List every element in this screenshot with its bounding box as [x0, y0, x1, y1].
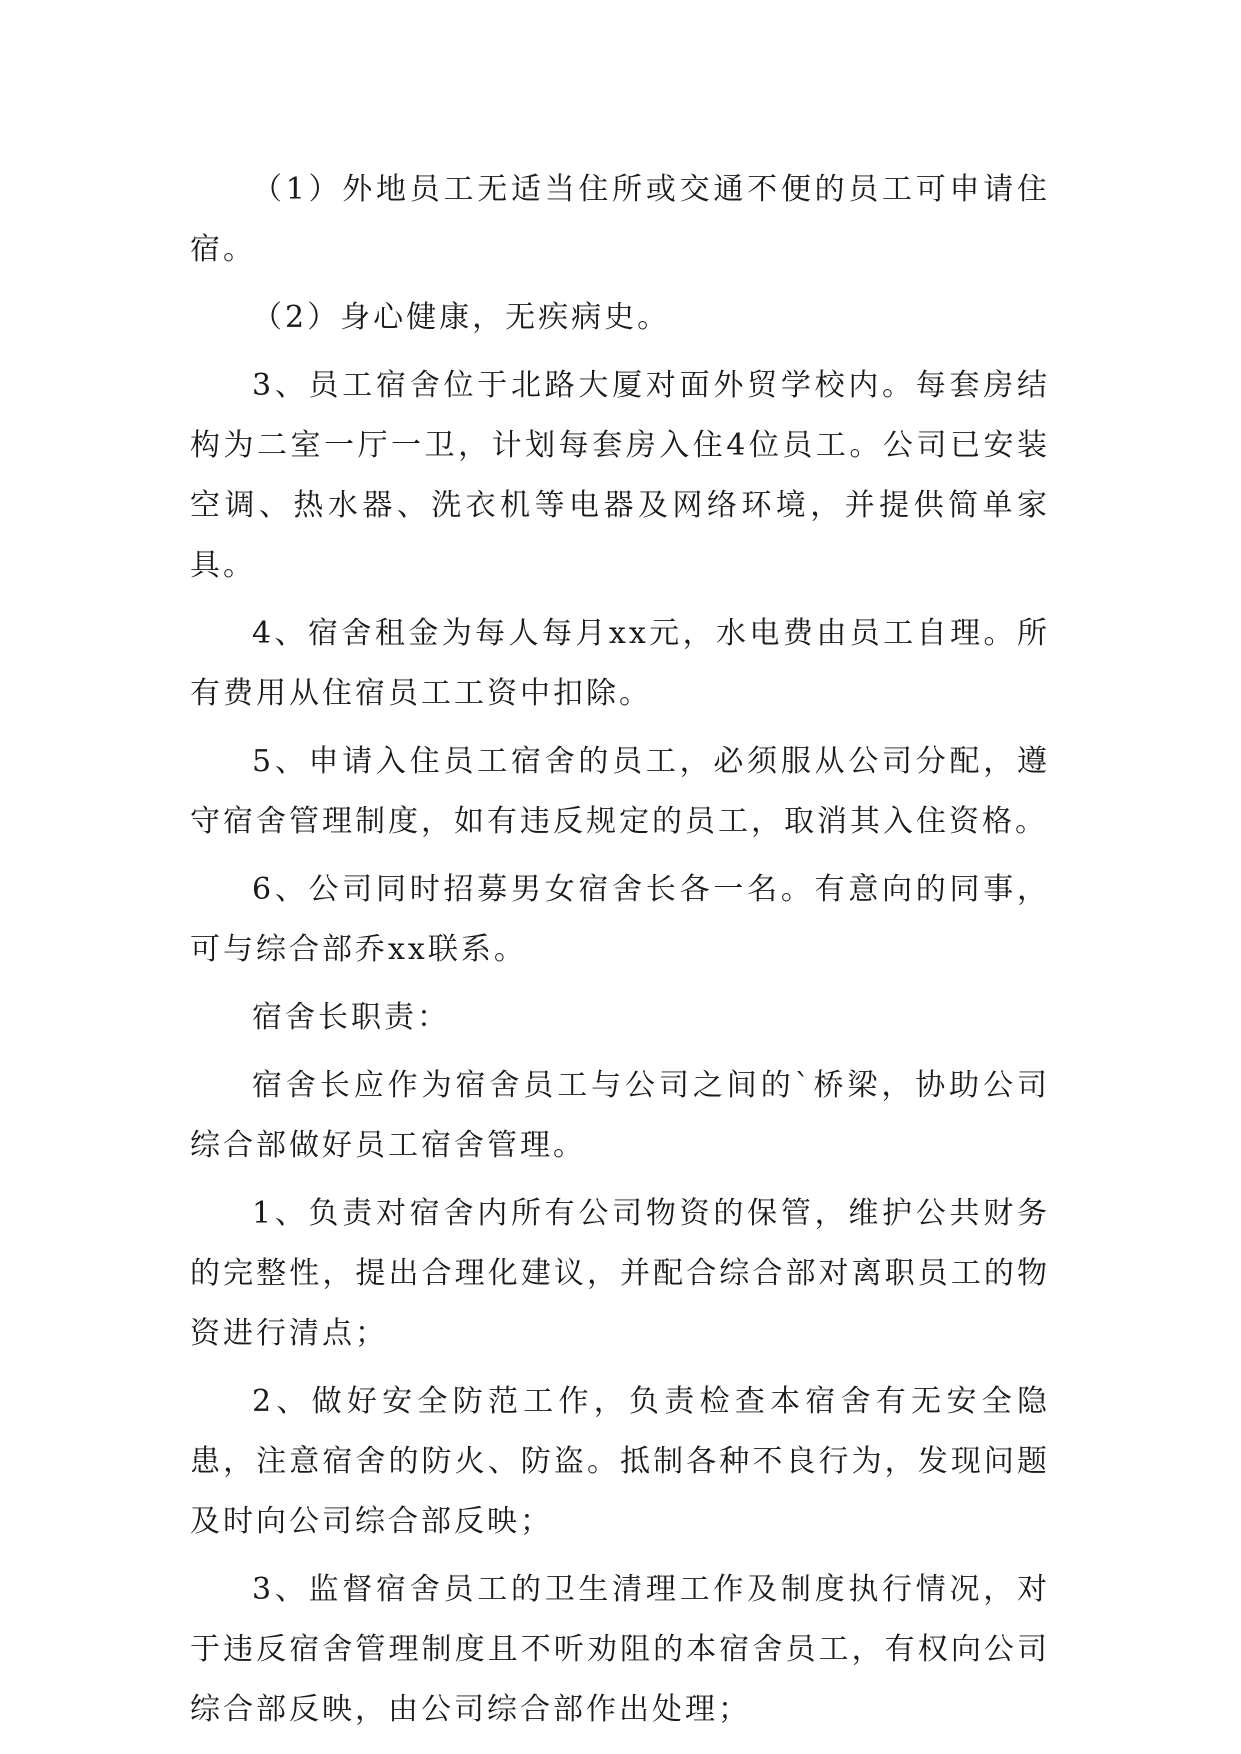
- paragraph-9: 1、负责对宿舍内所有公司物资的保管，维护公共财务的完整性，提出合理化建议，并配合综合部对离职员工的物资进行清点；: [190, 1196, 1050, 1351]
- paragraph-8: 宿舍长应作为宿舍员工与公司之间的`桥梁，协助公司综合部做好员工宿舍管理。: [190, 1068, 1050, 1163]
- paragraph-4: 4、宿舍租金为每人每月xx元，水电费由员工自理。所有费用从住宿员工工资中扣除。: [190, 616, 1050, 711]
- paragraph-7: 宿舍长职责：: [252, 1000, 450, 1035]
- paragraph-6: 6、公司同时招募男女宿舍长各一名。有意向的同事，可与综合部乔xx联系。: [190, 872, 1050, 967]
- paragraph-3: 3、员工宿舍位于北路大厦对面外贸学校内。每套房结构为二室一厅一卫，计划每套房入住4位员工。公司已安装空调、热水器、洗衣机等电器及网络环境，并提供简单家具。: [190, 368, 1050, 583]
- paragraph-1: （1）外地员工无适当住所或交通不便的员工可申请住宿。: [190, 172, 1050, 267]
- paragraph-5: 5、申请入住员工宿舍的员工，必须服从公司分配，遵守宿舍管理制度，如有违反规定的员工，取消其入住资格。: [190, 744, 1050, 839]
- document-body: [190, 160, 1050, 1748]
- paragraph-11: 3、监督宿舍员工的卫生清理工作及制度执行情况，对于违反宿舍管理制度且不听劝阻的本宿舍员工，有权向公司综合部反映，由公司综合部作出处理；: [190, 1572, 1050, 1727]
- paragraph-10: 2、做好安全防范工作，负责检查本宿舍有无安全隐患，注意宿舍的防火、防盗。抵制各种不良行为，发现问题及时向公司综合部反映；: [190, 1384, 1050, 1539]
- paragraph-2: （2）身心健康，无疾病史。: [252, 300, 671, 335]
